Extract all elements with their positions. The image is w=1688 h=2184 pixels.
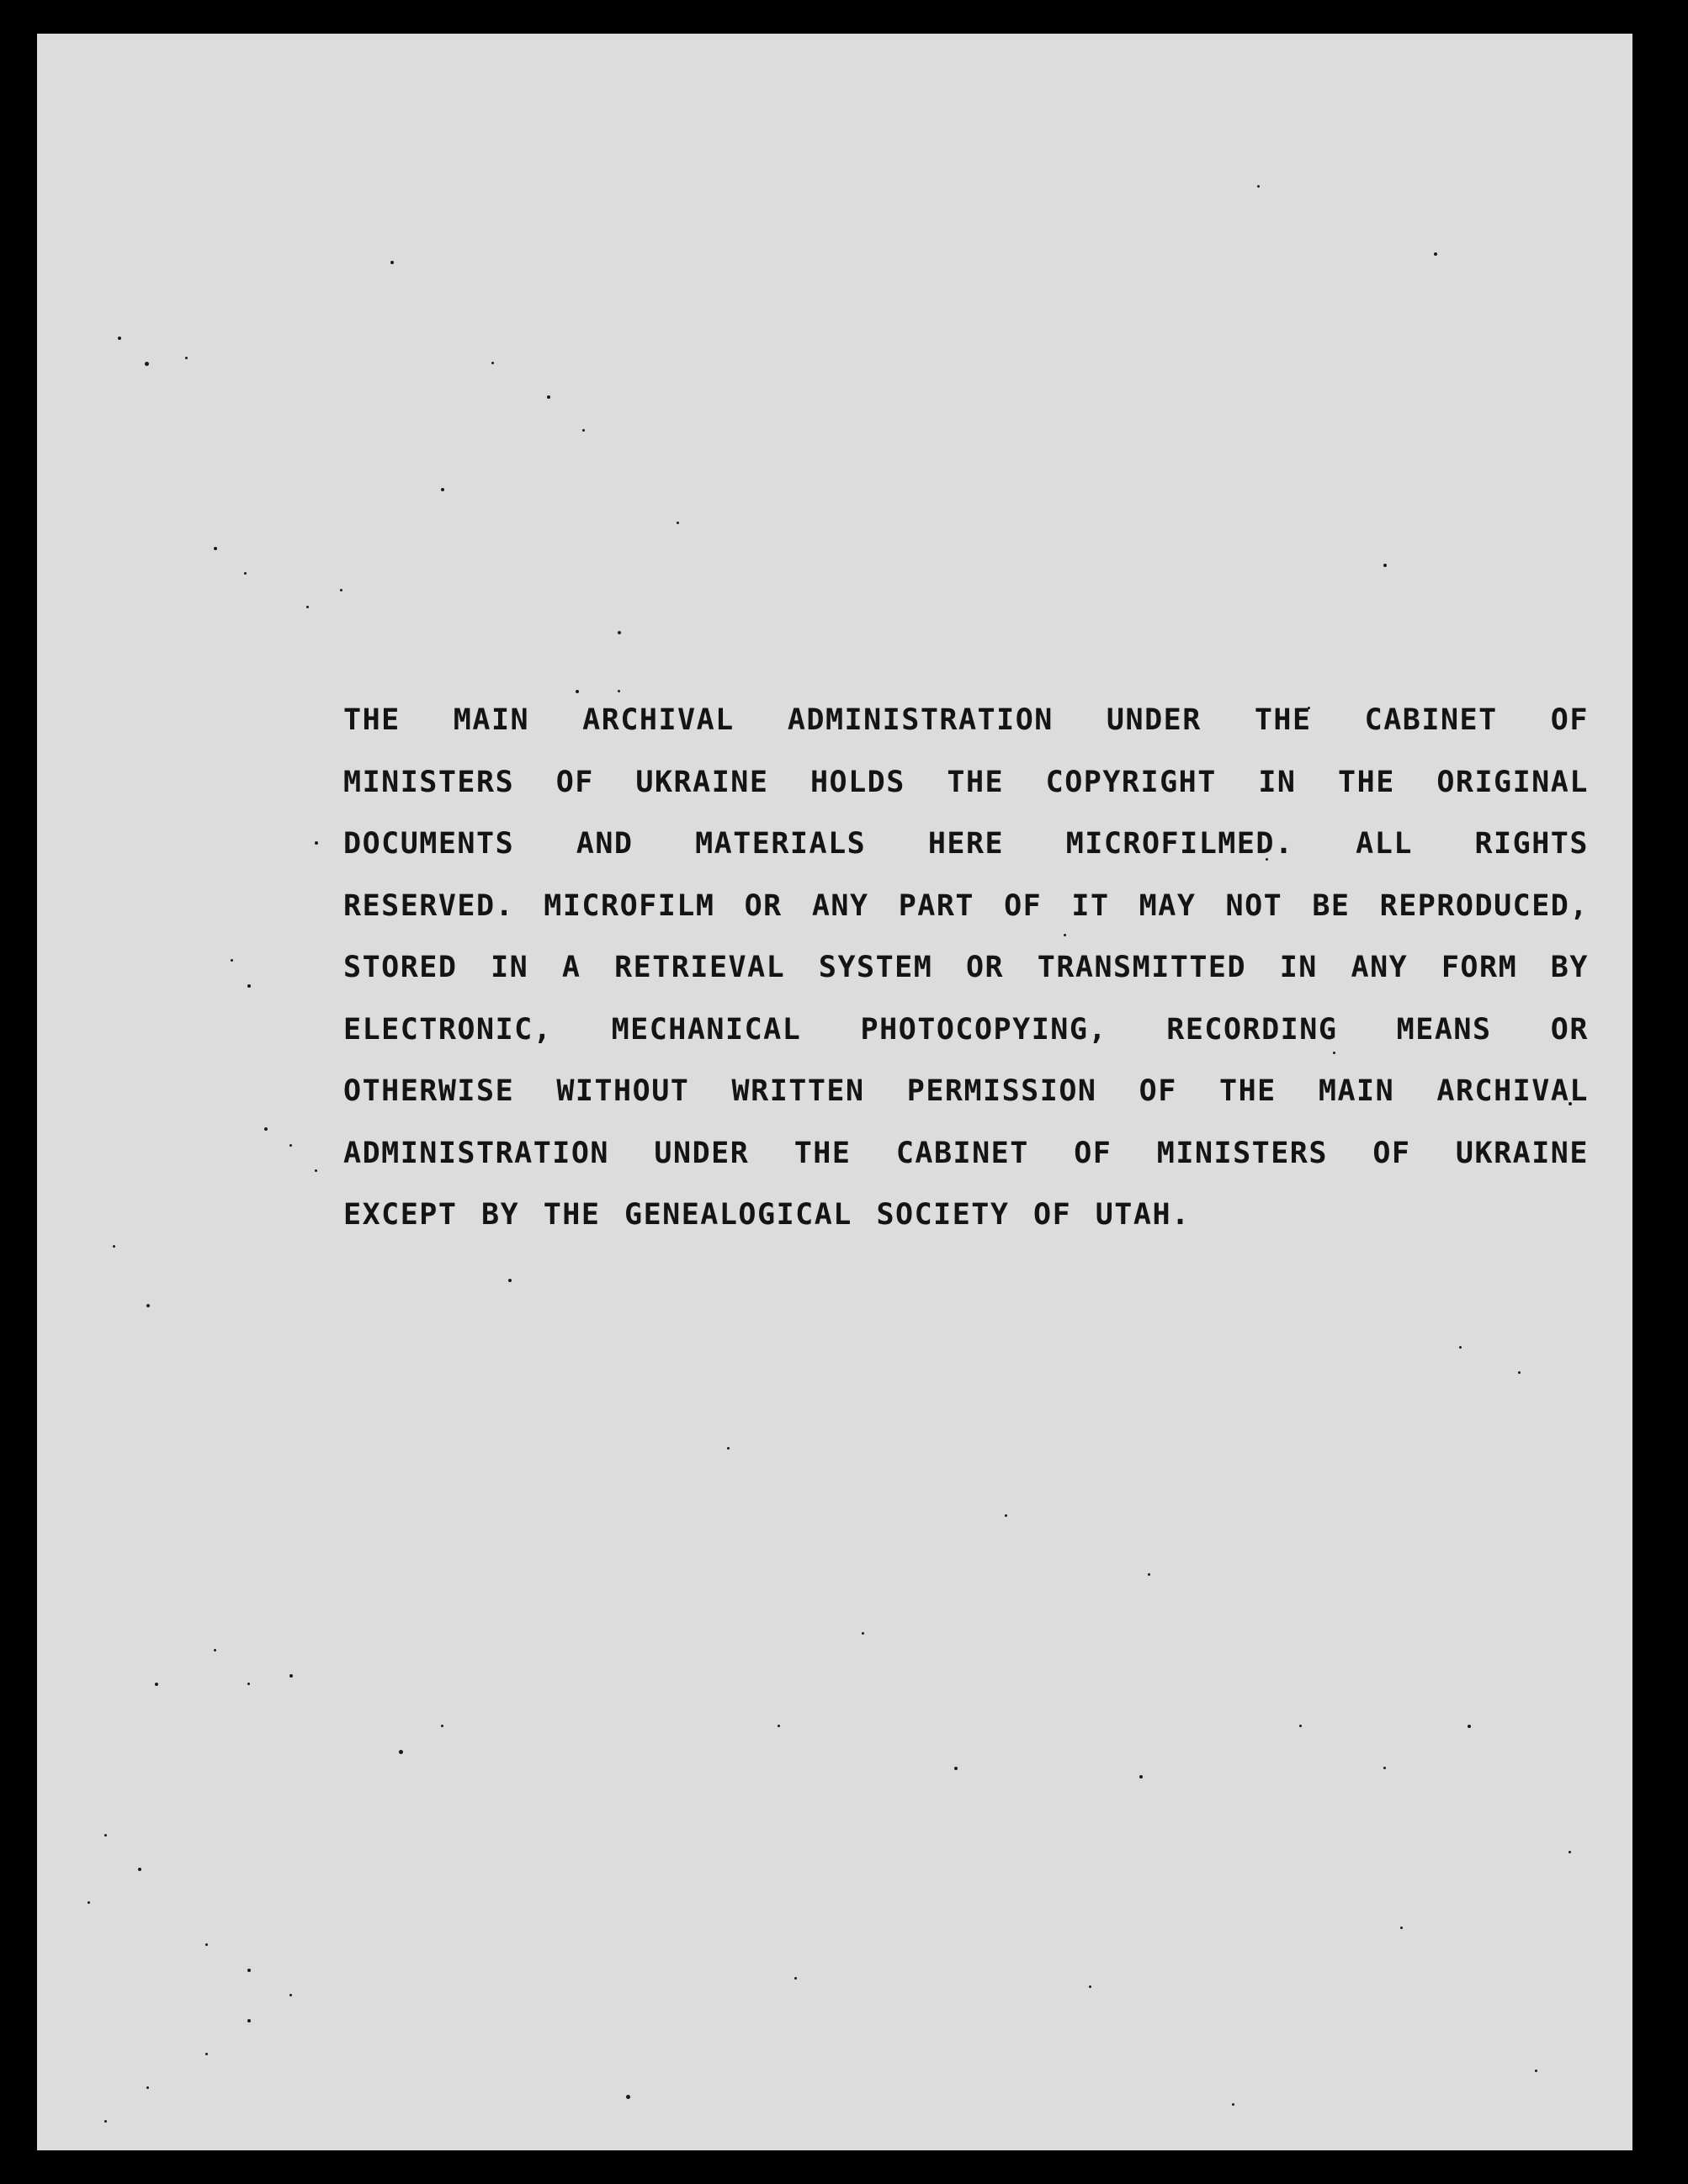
film-speck bbox=[491, 362, 494, 364]
film-speck bbox=[185, 357, 188, 359]
film-speck bbox=[145, 362, 149, 366]
film-speck bbox=[247, 984, 251, 988]
film-speck bbox=[954, 1767, 958, 1770]
film-speck bbox=[1299, 1725, 1302, 1727]
film-speck bbox=[315, 1169, 317, 1172]
film-speck bbox=[727, 1447, 730, 1450]
film-speck bbox=[104, 1834, 107, 1837]
film-speck bbox=[289, 1674, 293, 1678]
film-speck bbox=[289, 1144, 292, 1147]
film-speck bbox=[315, 841, 318, 845]
film-speck bbox=[205, 1943, 208, 1946]
film-speck bbox=[1148, 1573, 1150, 1576]
notice-line: RESERVED. MICROFILM OR ANY PART OF IT MAY NOT BE REPRODUCED, bbox=[343, 888, 1589, 923]
film-speck bbox=[1459, 1346, 1462, 1349]
film-speck bbox=[155, 1683, 158, 1686]
film-speck bbox=[390, 261, 394, 264]
film-speck bbox=[1232, 2103, 1234, 2106]
film-speck bbox=[794, 1977, 797, 1980]
notice-line: ELECTRONIC, MECHANICAL PHOTOCOPYING, RECORDING MEANS OR bbox=[343, 1012, 1589, 1047]
film-speck bbox=[118, 337, 121, 340]
film-speck bbox=[1257, 185, 1260, 188]
film-speck bbox=[264, 1127, 268, 1131]
notice-line: MINISTERS OF UKRAINE HOLDS THE COPYRIGHT IN THE ORIGINAL bbox=[343, 765, 1589, 799]
film-speck bbox=[244, 572, 247, 575]
film-speck bbox=[1383, 564, 1387, 567]
film-speck bbox=[113, 1245, 115, 1248]
film-speck bbox=[1139, 1775, 1143, 1778]
notice-line: EXCEPT BY THE GENEALOGICAL SOCIETY OF UTAH. bbox=[343, 1198, 1191, 1232]
film-speck bbox=[778, 1725, 780, 1727]
film-speck bbox=[205, 2053, 208, 2055]
film-speck bbox=[138, 1868, 141, 1871]
film-speck bbox=[1434, 252, 1437, 256]
film-speck bbox=[677, 522, 679, 524]
film-speck bbox=[399, 1750, 403, 1754]
film-speck bbox=[1535, 2070, 1537, 2072]
film-speck bbox=[626, 2095, 630, 2099]
film-speck bbox=[1400, 1927, 1403, 1929]
film-speck bbox=[340, 589, 342, 591]
film-speck bbox=[1089, 1985, 1091, 1988]
film-speck bbox=[862, 1632, 864, 1635]
film-speck bbox=[1005, 1514, 1007, 1517]
film-speck bbox=[1383, 1767, 1386, 1769]
film-speck bbox=[441, 488, 444, 491]
film-speck bbox=[88, 1901, 90, 1904]
microfilm-page bbox=[37, 34, 1632, 2150]
film-speck bbox=[1468, 1725, 1471, 1728]
film-speck bbox=[247, 1683, 250, 1685]
film-speck bbox=[231, 959, 233, 962]
film-speck bbox=[508, 1279, 512, 1282]
film-speck bbox=[289, 1994, 292, 1996]
notice-line: DOCUMENTS AND MATERIALS HERE MICROFILMED. ALL RIGHTS bbox=[343, 827, 1589, 861]
film-speck bbox=[146, 2086, 149, 2089]
film-speck bbox=[582, 429, 585, 432]
film-speck bbox=[1569, 1851, 1571, 1853]
film-speck bbox=[441, 1725, 443, 1727]
film-speck bbox=[104, 2120, 107, 2123]
film-speck bbox=[618, 631, 621, 634]
notice-line: ADMINISTRATION UNDER THE CABINET OF MINISTERS OF UKRAINE bbox=[343, 1136, 1589, 1170]
film-speck bbox=[146, 1304, 150, 1307]
film-speck bbox=[247, 2019, 251, 2022]
film-speck bbox=[247, 1969, 251, 1972]
notice-line: STORED IN A RETRIEVAL SYSTEM OR TRANSMITTED IN ANY FORM BY bbox=[343, 951, 1589, 984]
notice-line: THE MAIN ARCHIVAL ADMINISTRATION UNDER THE CABINET OF bbox=[343, 703, 1589, 737]
film-speck bbox=[547, 395, 550, 399]
film-speck bbox=[1518, 1371, 1521, 1374]
film-speck bbox=[214, 547, 217, 550]
film-speck bbox=[306, 606, 309, 608]
notice-line: OTHERWISE WITHOUT WRITTEN PERMISSION OF THE MAIN ARCHIVAL bbox=[343, 1074, 1589, 1108]
copyright-notice bbox=[343, 690, 1589, 1247]
film-speck bbox=[214, 1649, 216, 1651]
